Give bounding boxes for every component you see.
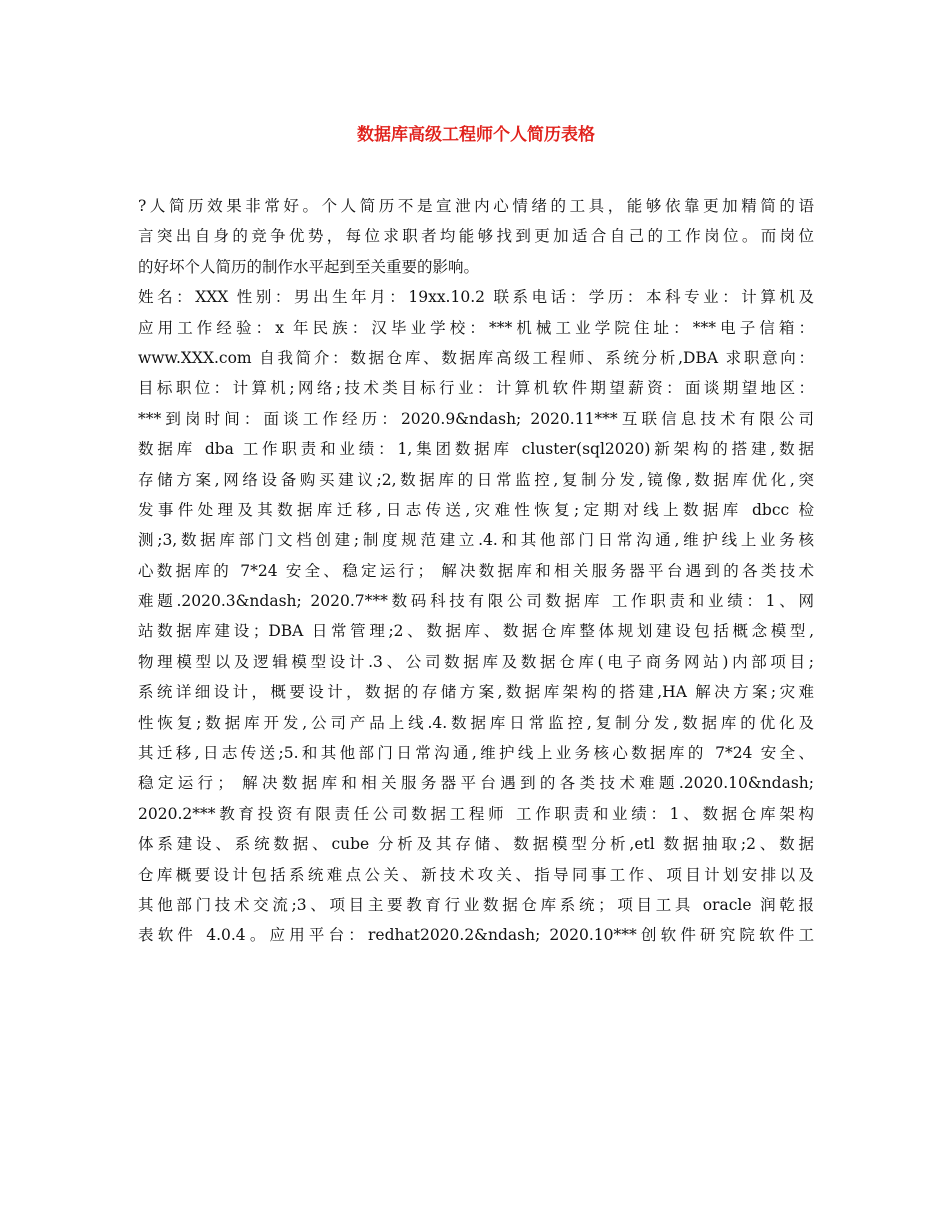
body-line: 系统详细设计，概要设计，数据的存储方案,数据库架构的搭建,HA 解决方案;灾难 bbox=[138, 683, 814, 702]
body-line: 姓名：XXX 性别：男出生年月：19xx.10.2 联系电话：学历：本科专业：计算机及 bbox=[138, 288, 814, 307]
document-body bbox=[138, 191, 814, 951]
body-line: 测;3,数据库部门文档创建;制度规范建立.4.和其他部门日常沟通,维护线上业务核 bbox=[138, 531, 814, 550]
body-line: 表软件 4.0.4。应用平台：redhat2020.2&ndash; 2020.10***创软件研究院软件工 bbox=[138, 926, 814, 945]
body-line: ***到岗时间：面谈工作经历：2020.9&ndash; 2020.11***互联信息技术有限公司 bbox=[138, 409, 814, 428]
body-line: 稳定运行； 解决数据库和相关服务器平台遇到的各类技术难题.2020.10&ndash; bbox=[138, 774, 814, 793]
body-line: 其迁移,日志传送;5.和其他部门日常沟通,维护线上业务核心数据库的 7*24 安全、 bbox=[138, 744, 814, 763]
body-line: 难题.2020.3&ndash; 2020.7***数码科技有限公司数据库 工作职责和业绩：1、网 bbox=[138, 592, 814, 611]
body-line: 物理模型以及逻辑模型设计.3、公司数据库及数据仓库(电子商务网站)内部项目; bbox=[138, 652, 814, 671]
body-line: ?人简历效果非常好。个人简历不是宣泄内心情绪的工具，能够依靠更加精简的语 bbox=[138, 197, 814, 215]
body-line: 发事件处理及其数据库迁移,日志传送,灾难性恢复;定期对线上数据库 dbcc 检 bbox=[138, 500, 814, 519]
body-line: 言突出自身的竞争优势，每位求职者均能够找到更加适合自己的工作岗位。而岗位 bbox=[138, 227, 814, 246]
body-line: www.XXX.com 自我简介：数据仓库、数据库高级工程师、系统分析,DBA 求职意向： bbox=[138, 348, 814, 367]
body-line: 存储方案,网络设备购买建议;2,数据库的日常监控,复制分发,镜像,数据库优化,突 bbox=[138, 470, 814, 489]
body-line: 体系建设、系统数据、cube 分析及其存储、数据模型分析,etl 数据抽取;2、数据 bbox=[138, 835, 814, 854]
body-line: 性恢复;数据库开发,公司产品上线.4.数据库日常监控,复制分发,数据库的优化及 bbox=[138, 713, 814, 732]
body-line: 站数据库建设；DBA 日常管理;2、数据库、数据仓库整体规划建设包括概念模型, bbox=[138, 622, 814, 641]
body-line: 2020.2***教育投资有限责任公司数据工程师 工作职责和业绩：1、数据仓库架构 bbox=[138, 804, 814, 823]
body-line: 仓库概要设计包括系统难点公关、新技术攻关、指导同事工作、项目计划安排以及 bbox=[138, 865, 814, 884]
body-line: 应用工作经验：x 年民族：汉毕业学校：***机械工业学院住址：***电子信箱： bbox=[138, 318, 814, 337]
document-title: 数据库高级工程师个人简历表格 bbox=[357, 125, 595, 145]
body-line: 的好坏个人简历的制作水平起到至关重要的影响。 bbox=[138, 257, 480, 276]
body-line: 心数据库的 7*24 安全、稳定运行； 解决数据库和相关服务器平台遇到的各类技术 bbox=[138, 561, 814, 580]
body-line: 目标职位：计算机;网络;技术类目标行业：计算机软件期望薪资：面谈期望地区： bbox=[138, 379, 814, 398]
body-line: 数据库 dba 工作职责和业绩：1,集团数据库 cluster(sql2020)新架构的搭建,数据 bbox=[138, 440, 814, 459]
body-line: 其他部门技术交流;3、项目主要教育行业数据仓库系统；项目工具 oracle 润乾报 bbox=[138, 895, 814, 914]
